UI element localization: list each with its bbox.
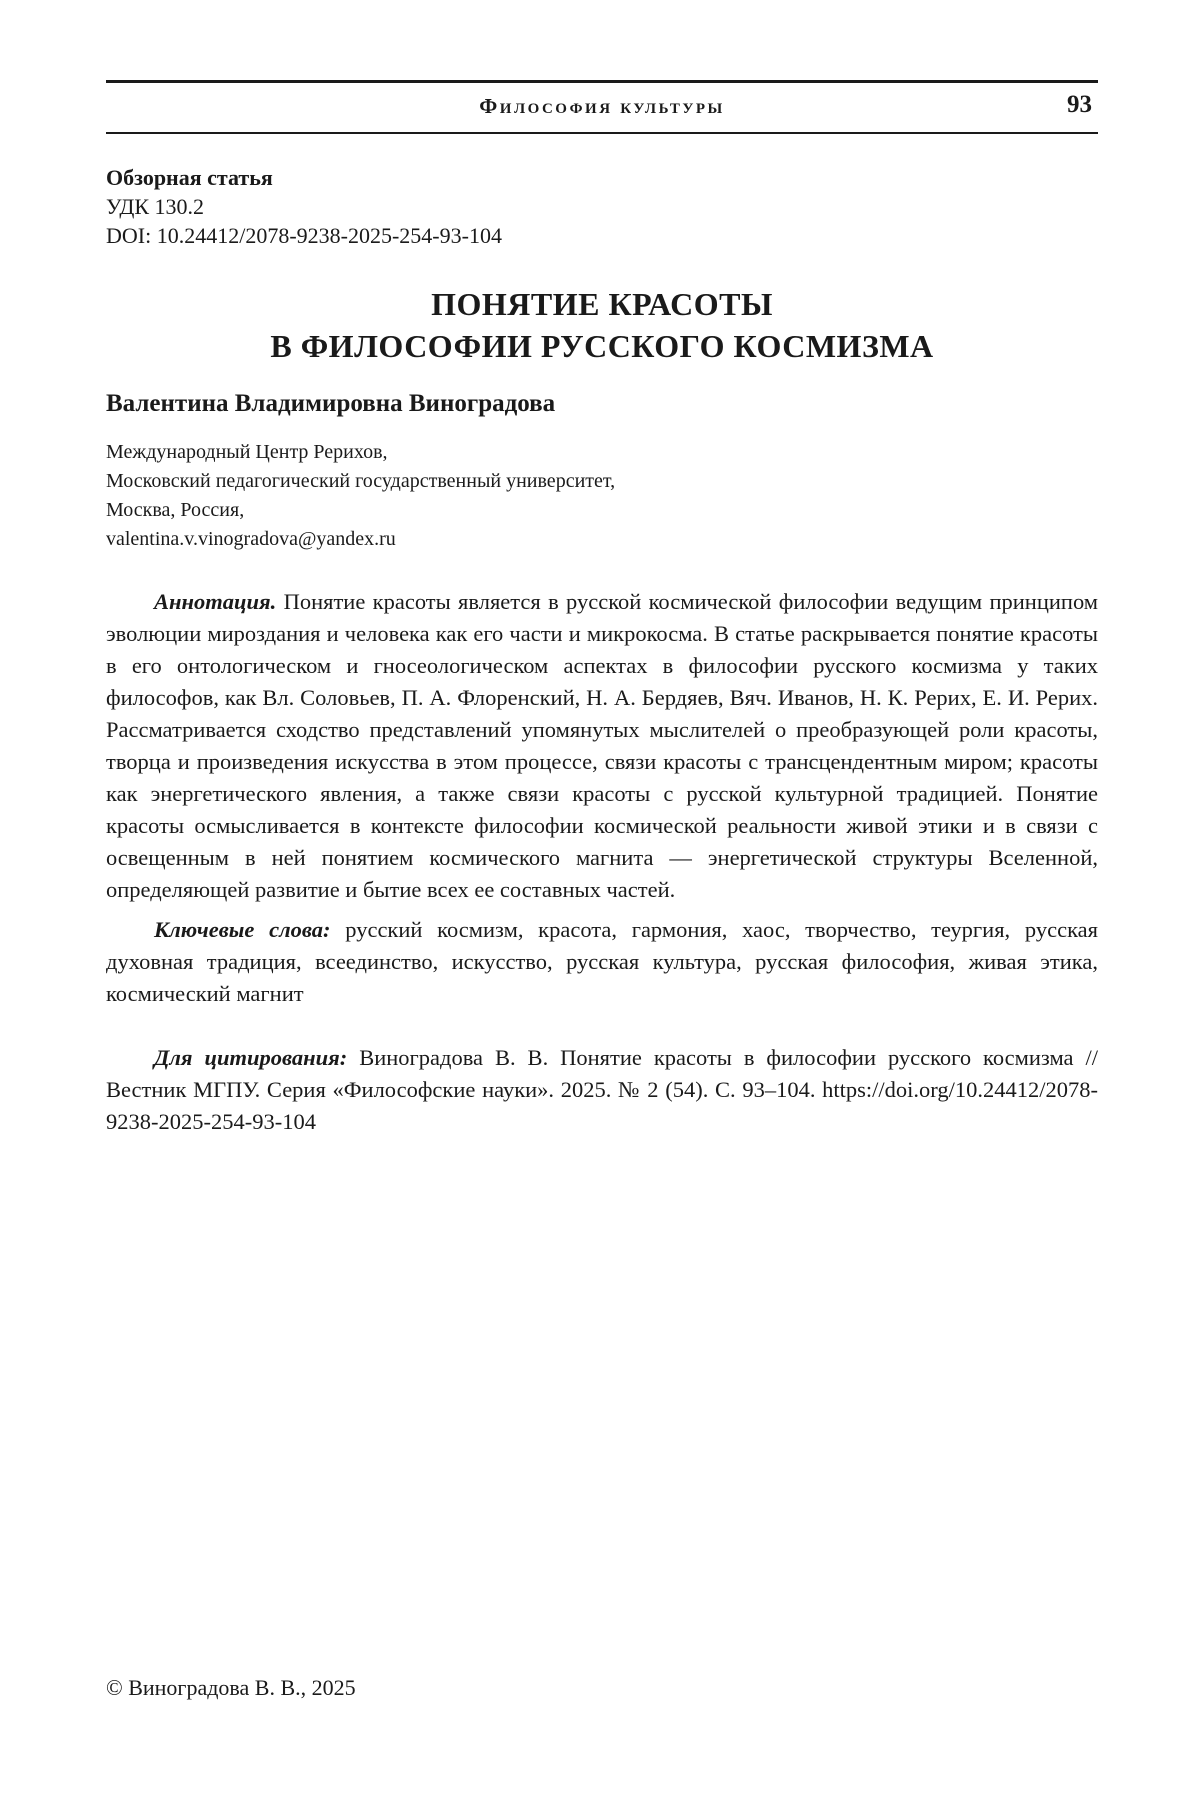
citation-label: Для цитирования:	[154, 1045, 348, 1070]
keywords	[106, 914, 1098, 1010]
article-page	[106, 80, 1098, 1138]
article-meta	[106, 163, 1098, 250]
citation-text: Виноградова В. В. Понятие красоты в философии русского космизма // Вестник МГПУ. Серия «Философские науки». 2025. № 2 (54). С. 93–104. https://doi.org/10.24412/2078- 9238-2025-254-93-104	[106, 1045, 1098, 1134]
keywords-label: Ключевые слова:	[154, 917, 331, 942]
annotation-text: Понятие красоты является в русской космической философии ведущим принципом эволюции мироздания и человека как его части и микрокосма. В статье раскрывается понятие красоты в его онтологическом и гносеологическом аспектах в философии русского космизма у таких философов, как Вл. Соловьев, П. А. Флоренский, Н. А. Бердяев, Вяч. Иванов, Н. К. Рерих, Е. И. Рерих. Рассматривается сходство представлений упомянутых мыслителей о преобразующей роли красоты, творца и произведения искусства в этом процессе, связи красоты с трансцендентным миром; красоты как энергетического явления, а также связи красоты с русской культурной традицией. Понятие красоты осмысливается в контексте философии космической реальности живой этики и в связи с освещенным в ней понятием космического магнита — энергетической структуры Вселенной, определяющей развитие и бытие всех ее составных частей.	[106, 589, 1099, 902]
article-title-line-1: ПОНЯТИЕ КРАСОТЫ	[431, 286, 773, 322]
keywords-text: русский космизм, красота, гармония, хаос, творчество, теургия, русская духовная традиция, всеединство, искусство, русская культура, русская философия, живая этика, космический магнит	[106, 917, 1098, 1006]
author-email[interactable]: valentina.v.vinogradova@yandex.ru	[106, 528, 396, 550]
doi: DOI: 10.24412/2078-9238-2025-254-93-104	[106, 223, 502, 248]
article-title-line-2: В ФИЛОСОФИИ РУССКОГО КОСМИЗМА	[270, 328, 934, 364]
author-affiliation	[106, 438, 1098, 554]
affiliation-line: Москва, Россия,	[106, 499, 245, 521]
author-name: Валентина Владимировна Виноградова	[106, 390, 556, 417]
article-title	[106, 283, 1098, 367]
journal-section-title: Философия культуры	[479, 94, 725, 118]
citation	[106, 1042, 1098, 1138]
affiliation-line: Московский педагогический государственный университет,	[106, 470, 616, 492]
affiliation-line: Международный Центр Рерихов,	[106, 441, 388, 463]
annotation	[106, 586, 1098, 906]
annotation-label: Аннотация.	[154, 589, 277, 614]
copyright-notice: © Виноградова В. В., 2025	[106, 1675, 356, 1700]
running-header	[106, 80, 1098, 134]
page-number: 93	[1067, 91, 1092, 118]
article-type: Обзорная статья	[106, 165, 273, 190]
udc-code: УДК 130.2	[106, 194, 205, 219]
